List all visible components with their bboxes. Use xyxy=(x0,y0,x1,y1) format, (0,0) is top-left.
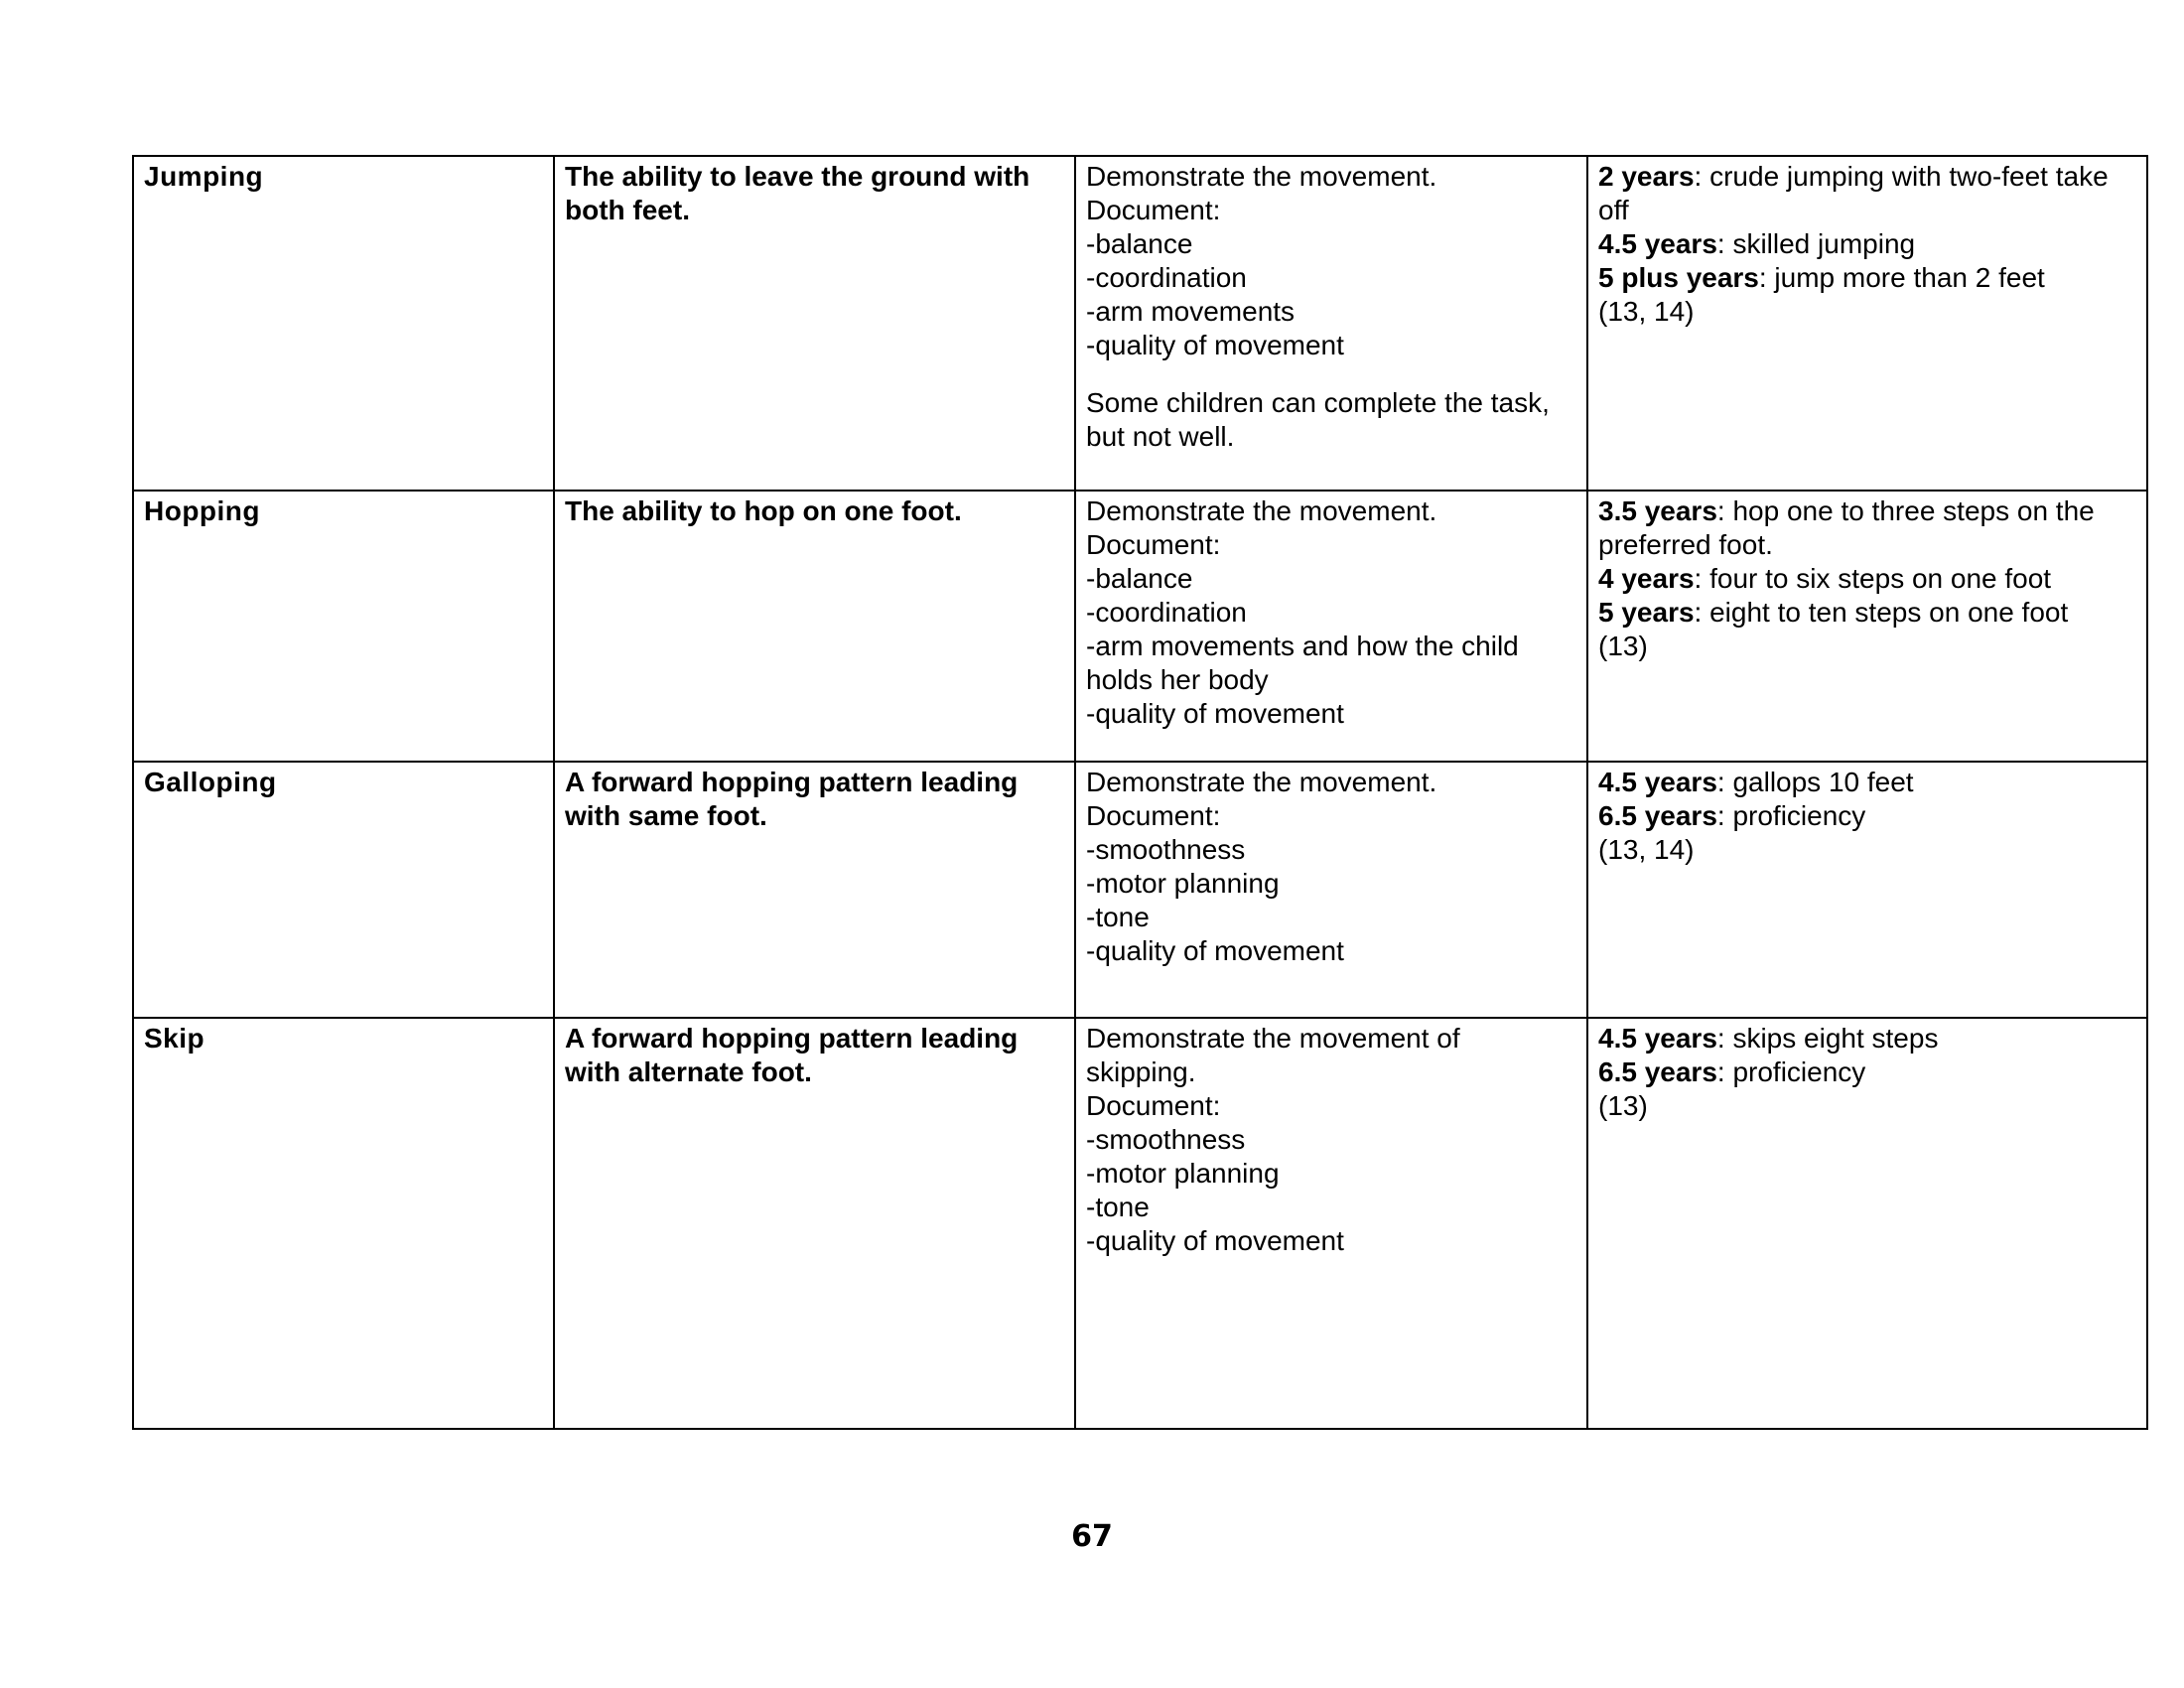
milestone-age: 4.5 years xyxy=(1598,1023,1717,1054)
skill-definition: A forward hopping pattern leading with same foot. xyxy=(565,767,1019,831)
assessment-note: Some children can complete the task, but not well. xyxy=(1086,387,1550,452)
assessment-line: -quality of movement xyxy=(1086,935,1344,966)
milestone xyxy=(1598,562,2136,596)
skill-definition-cell xyxy=(554,1018,1075,1429)
milestone xyxy=(1598,766,2136,799)
skill-name: Jumping xyxy=(144,161,264,192)
assessment-line: -coordination xyxy=(1086,597,1247,628)
table-row xyxy=(133,762,2147,1018)
assessment-line: Document: xyxy=(1086,1090,1221,1121)
assessment-line: -arm movements xyxy=(1086,296,1296,327)
spacer xyxy=(1086,362,1576,386)
assessment-line: -quality of movement xyxy=(1086,330,1344,360)
assessment-line: -quality of movement xyxy=(1086,1225,1344,1256)
milestone-text: : eight to ten steps on one foot xyxy=(1694,597,2069,628)
assessment-cell xyxy=(1075,1018,1587,1429)
assessment-line: -coordination xyxy=(1086,262,1247,293)
milestone-age: 6.5 years xyxy=(1598,800,1717,831)
assessment-line: Demonstrate the movement of skipping. xyxy=(1086,1023,1460,1087)
milestones-cell xyxy=(1587,1018,2147,1429)
skill-name: Skip xyxy=(144,1023,205,1054)
skill-name-cell xyxy=(133,1018,554,1429)
milestone-text: : proficiency xyxy=(1716,1056,1866,1087)
assessment-cell xyxy=(1075,156,1587,491)
skill-name-cell xyxy=(133,762,554,1018)
milestone-references: (13, 14) xyxy=(1598,834,1695,865)
skill-definition-cell xyxy=(554,762,1075,1018)
milestone-age: 4 years xyxy=(1598,563,1695,594)
assessment-line: -motor planning xyxy=(1086,1158,1280,1189)
milestone-age: 3.5 years xyxy=(1598,495,1717,526)
skill-definition-cell xyxy=(554,491,1075,762)
milestone-text: : skilled jumping xyxy=(1716,228,1916,259)
assessment-line: -smoothness xyxy=(1086,834,1246,865)
milestone xyxy=(1598,1055,2136,1089)
milestones-cell xyxy=(1587,762,2147,1018)
milestone xyxy=(1598,596,2136,630)
milestone-text: : jump more than 2 feet xyxy=(1758,262,2045,293)
milestone-references: (13) xyxy=(1598,631,1648,661)
milestone xyxy=(1598,494,2136,562)
assessment-line: -arm movements and how the child holds her body xyxy=(1086,631,1519,695)
milestone-age: 5 years xyxy=(1598,597,1695,628)
milestone xyxy=(1598,160,2136,227)
assessment-line: -quality of movement xyxy=(1086,698,1344,729)
assessment-line: Demonstrate the movement. xyxy=(1086,767,1437,797)
page-number: 67 xyxy=(1071,1519,1113,1554)
assessment-line: -smoothness xyxy=(1086,1124,1246,1155)
milestone-text: : four to six steps on one foot xyxy=(1694,563,2052,594)
motor-skills-table xyxy=(132,155,2148,1430)
milestone-text: : proficiency xyxy=(1716,800,1866,831)
assessment-line: Document: xyxy=(1086,529,1221,560)
assessment-line: Document: xyxy=(1086,800,1221,831)
assessment-line: Demonstrate the movement. xyxy=(1086,495,1437,526)
assessment-line: -balance xyxy=(1086,228,1193,259)
milestone-text: : skips eight steps xyxy=(1716,1023,1939,1054)
milestones-cell xyxy=(1587,491,2147,762)
skill-name-cell xyxy=(133,491,554,762)
milestone xyxy=(1598,1022,2136,1055)
milestone-age: 6.5 years xyxy=(1598,1056,1717,1087)
skill-name: Galloping xyxy=(144,767,277,797)
skill-definition: A forward hopping pattern leading with alternate foot. xyxy=(565,1023,1019,1087)
milestones-cell xyxy=(1587,156,2147,491)
milestone xyxy=(1598,799,2136,833)
milestone-age: 2 years xyxy=(1598,161,1695,192)
table-row xyxy=(133,491,2147,762)
milestone-text: : gallops 10 feet xyxy=(1716,767,1914,797)
skill-definition: The ability to hop on one foot. xyxy=(565,495,962,526)
assessment-line: -balance xyxy=(1086,563,1193,594)
assessment-cell xyxy=(1075,491,1587,762)
milestone-age: 4.5 years xyxy=(1598,767,1717,797)
milestone-references: (13, 14) xyxy=(1598,296,1695,327)
table-row xyxy=(133,156,2147,491)
milestone-references: (13) xyxy=(1598,1090,1648,1121)
assessment-line: -motor planning xyxy=(1086,868,1280,899)
assessment-line: -tone xyxy=(1086,1192,1150,1222)
milestone-age: 5 plus years xyxy=(1598,262,1759,293)
assessment-line: Document: xyxy=(1086,195,1221,225)
table-row xyxy=(133,1018,2147,1429)
assessment-cell xyxy=(1075,762,1587,1018)
skill-definition-cell xyxy=(554,156,1075,491)
milestone-text: : crude jumping with two-feet take off xyxy=(1598,161,2109,225)
skill-name: Hopping xyxy=(144,495,261,526)
milestone xyxy=(1598,261,2136,295)
milestone-age: 4.5 years xyxy=(1598,228,1717,259)
assessment-line: -tone xyxy=(1086,902,1150,932)
milestone xyxy=(1598,227,2136,261)
milestone-text: : hop one to three steps on the preferred foot. xyxy=(1598,495,2095,560)
skill-name-cell xyxy=(133,156,554,491)
skill-definition: The ability to leave the ground with both feet. xyxy=(565,161,1030,225)
assessment-line: Demonstrate the movement. xyxy=(1086,161,1437,192)
